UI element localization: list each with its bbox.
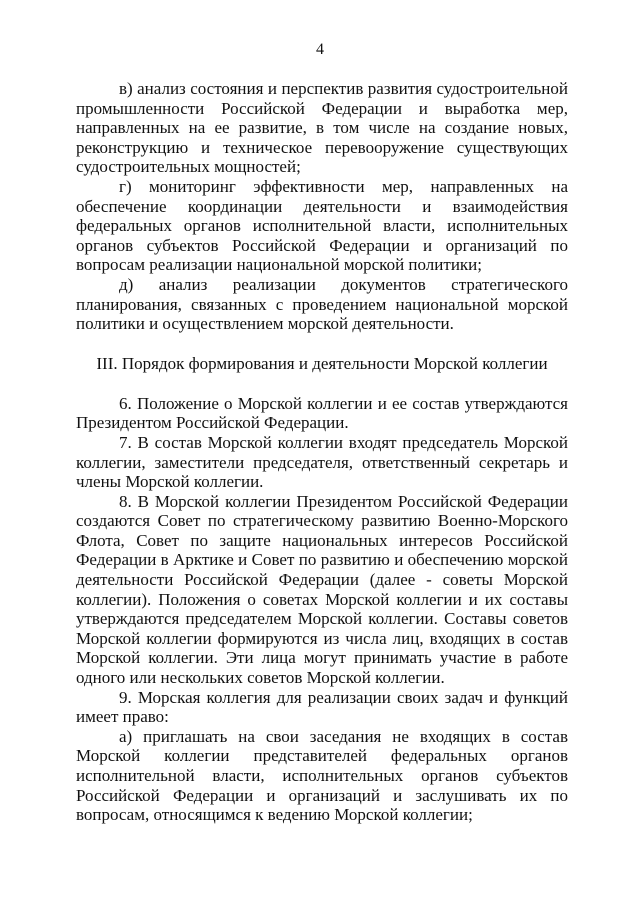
- paragraph-v-analysis-shipbuilding: в) анализ состояния и перспектив развития судостроительной промышленности Российской Федерации и выработка мер, направленных на ее развитие, в том числе на создание новых, реконструкцию и техническое перевооружение существующих судостроительных мощностей;: [76, 79, 568, 177]
- paragraph-g-monitoring: г) мониторинг эффективности мер, направленных на обеспечение координации деятельности и взаимодействия федеральных органов исполнительной власти, исполнительных органов субъектов Российской Федерации и организаций по вопросам реализации национальной морской политики;: [76, 176, 568, 275]
- paragraph-6-regulation: 6. Положение о Морской коллегии и ее состав утверждаются Президентом Российской Федерации.: [76, 393, 568, 433]
- document-body: [76, 79, 568, 825]
- section-heading: III. Порядок формирования и деятельности Морской коллегии: [96, 353, 548, 373]
- paragraph-d-strategic-planning: д) анализ реализации документов стратегического планирования, связанных с проведением национальной морской политики и осуществлением морской деятельности.: [76, 274, 568, 334]
- page-number: 4: [316, 41, 324, 58]
- paragraph-9-rights: 9. Морская коллегия для реализации своих задач и функций имеет право:: [76, 687, 568, 727]
- paragraph-7-composition: 7. В состав Морской коллегии входят председатель Морской коллегии, заместители председателя, ответственный секретарь и члены Морской коллегии.: [76, 432, 568, 492]
- paragraph-a-invite: а) приглашать на свои заседания не входящих в состав Морской коллегии представителей федеральных органов исполнительной власти, исполнительных органов субъектов Российской Федерации и организаций и заслушивать их по вопросам, относящимся к ведению Морской коллегии;: [76, 726, 568, 825]
- paragraph-8-councils: 8. В Морской коллегии Президентом Российской Федерации создаются Совет по стратегическому развитию Военно-Морского Флота, Совет по защите национальных интересов Российской Федерации в Арктике и Совет по развитию и обеспечению морской деятельности Российской Федерации (далее - советы Морской коллегии). Положения о советах Морской коллегии и их составы утверждаются председателем Морской коллегии. Составы советов Морской коллегии формируются из числа лиц, входящих в состав Морской коллегии. Эти лица могут принимать участие в работе одного или нескольких советов Морской коллегии.: [76, 491, 568, 688]
